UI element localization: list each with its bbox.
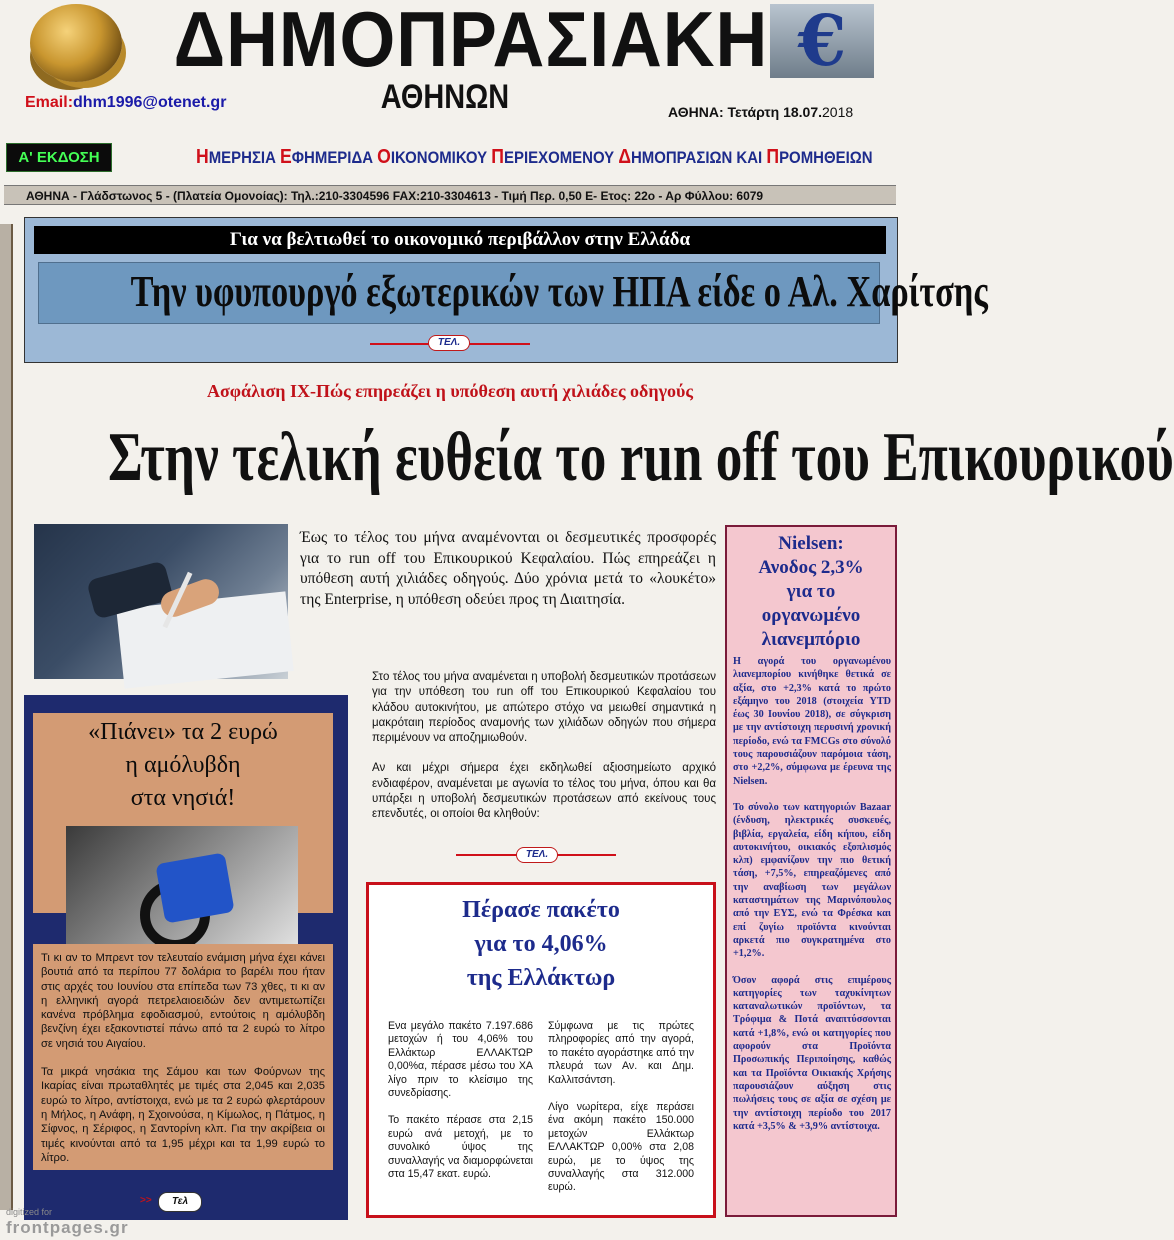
- paragraph: Τα μικρά νησάκια της Σάμου και των Φούρνων της Ικαρίας είναι πρωταθλητές με τιμές στα 2,045 και 2,035 ευρώ το λίτρο, αντίστοιχα, ενώ με τα 2 ευρώ φλερτάρουν η Μήλος, η Ανάφη, η Σχοινούσα, η Κίμωλος, η Πάτμος, η Σίφνος, η Σέριφος, η Σαντορίνη κλπ. Για την ακρίβεια οι τιμές κινούνται από τα 1,95 μέχρι και τα 1,99 ευρώ το λίτρο.: [41, 1066, 325, 1164]
- fuel-story-body: [33, 944, 333, 1170]
- paragraph: Το σύνολο των κατηγοριών Bazaar (ένδυση, ηλεκτρικές συσκευές, βιβλία, εργαλεία, είδη κήπου, είδη αυτοκινήτου, οικιακός εξοπλισμός κλπ) εμφανίζουν την πιο θετική τάση, +7,5%, επηρεαζόμενες από την αναβίωση των μεγάλων καταστημάτων της Μαρινόπουλος από την ΕΥΣ, ενώ τα Φρέσκα και επί ζυγίω προϊόντα κινούνται αρκετά πιο συγκρατημένα στο +1,2%.: [733, 801, 891, 960]
- email-label: Email:: [25, 94, 74, 111]
- publisher-info-bar: ΑΘΗΝΑ - Γλάδστωνος 5 - (Πλατεία Ομονοίας): Τηλ.:210-3304596 FAX:210-3304613 - Τιμή Περ. 0,50 Ε- Ετος: 22ο - Αρ Φύλλου: 6079: [4, 185, 896, 205]
- digitized-note: digitized for: [6, 1207, 53, 1217]
- headline-line: για το: [786, 581, 836, 602]
- motto-word: ΗΜΟΠΡΑΣΙΩΝ ΚΑΙ: [630, 148, 767, 167]
- main-story-body: [372, 670, 716, 838]
- motto-word: ΜΕΡΗΣΙΑ: [208, 148, 281, 167]
- nielsen-body: [733, 655, 891, 1146]
- top-story-headline[interactable]: Την υφυπουργό εξωτερικών των ΗΠΑ είδε ο Αλ. Χαρίτσης: [130, 267, 988, 316]
- top-story-kicker: Για να βελτιωθεί το οικονομικό περιβάλλον στην Ελλάδα: [34, 226, 886, 254]
- paragraph: Τι κι αν το Μπρεντ τον τελευταίο ενάμιση μήνα έχει κάνει βουτιά από τα περίπου 77 δολάρια το βαρέλι που ήταν στις αρχές του Ιουνίου στα επίπεδα των 73 χθες, τι κι αν η ελληνική αγορά πετρελαιοειδών δεν αντιμετωπίζει κανένα πρόβλημα εφοδιασμού, εντούτοις η αμόλυβδη βενζίνη έχει εξακοντιστεί πάνω από τα 2 ευρώ το λίτρο σε νησιά του Αιγαίου.: [41, 952, 325, 1050]
- motto-word: ΕΡΙΕΧΟΜΕΝΟΥ: [504, 148, 619, 167]
- motto-initial: Π: [491, 146, 505, 168]
- euro-icon: €: [797, 0, 847, 82]
- issue-date: [668, 104, 853, 120]
- fuel-nozzle-shape: [155, 852, 234, 923]
- newspaper-title: ΔΗΜΟΠΡΑΣΙΑΚΗ: [173, 0, 769, 83]
- motto-word: ΡΟΜΗΘΕΙΩΝ: [779, 148, 873, 167]
- motto-initial: Ο: [377, 146, 391, 168]
- motto-initial: Π: [766, 146, 780, 168]
- page-edge-bar: [0, 224, 13, 1210]
- headline-line: της Ελλάκτωρ: [466, 965, 616, 991]
- ellaktor-column-2: [548, 1020, 694, 1209]
- main-story-end-marker: ΤΕΛ.: [516, 847, 558, 863]
- motto-word: ΙΚΟΝΟΜΙΚΟΥ: [390, 148, 492, 167]
- headline-line: η αμόλυβδη: [125, 752, 241, 778]
- top-story-end-marker: ΤΕΛ.: [428, 335, 470, 351]
- nielsen-headline[interactable]: [725, 532, 897, 652]
- motto-word: ΦΗΜΕΡΙΔΑ: [291, 148, 378, 167]
- fuel-story-headline[interactable]: [33, 716, 333, 815]
- headline-line: Πέρασε πακέτο: [462, 897, 620, 923]
- paragraph: Σύμφωνα με τις πρώτες πληροφορίες από την αγορά, το πακέτο αγοράστηκε από την πλευρά των Αν. και Δημ. Καλλιτσάντση.: [548, 1020, 694, 1086]
- main-story-lead: Έως το τέλος του μήνα αναμένονται οι δεσμευτικές προσφορές για το run off του Επικουρικού Κεφαλαίου. Πώς επηρεάζει η υπόθεση αυτή χιλιάδες οδηγούς. Δύο χρόνια μετά το «λουκέτο» της Enterprise, η υπόθεση οδεύει προς τη Διαιτησία.: [300, 529, 716, 608]
- paragraph: Στο τέλος του μήνα αναμένεται η υποβολή δεσμευτικών προτάσεων για την υπόθεση του run off του Επικουρικού Κεφαλαίου του κλάδου αυτοκινήτου, με απώτερο στόχο να μειωθεί σημαντικά η μακρόταιη περίοδος αναμονής των χιλιάδων οδηγών που σήμερα περιμένουν να αποζημιωθούν.: [372, 671, 716, 745]
- paragraph: Η αγορά του οργανωμένου λιανεμπορίου κινήθηκε θετικά σε αξία, στο +2,3% κατά το πρώτο εξάμηνο του 2018 (στοιχεία YTD έως 30 Ιουνίου 2018), σε σύγκριση με την αντίστοιχη περυσινή χρονική περίοδο, ενώ τα FMCGs στο σύνολό τους παρουσιάζουν παρόμοια τάση, στο +2,2%, σύμφωνα με έρευνα της Nielsen.: [733, 656, 891, 787]
- paragraph: Το πακέτο πέρασε στα 2,15 ευρώ ανά μετοχή, με το συνολικό ύψος της συναλλαγής να διαμορφώνεται στα 15,47 εκατ. ευρώ.: [388, 1114, 533, 1181]
- issue-date-year: 2018: [822, 104, 854, 120]
- headline-line: Nielsen:: [778, 533, 844, 554]
- ellaktor-headline[interactable]: [366, 893, 716, 995]
- headline-line: για το 4,06%: [474, 931, 608, 957]
- source-watermark: frontpages.gr: [6, 1218, 129, 1237]
- ellaktor-column-1: [388, 1020, 533, 1195]
- paragraph: Ενα μεγάλο πακέτο 7.197.686 μετοχών ή του 4,06% του Ελλάκτωρ ΕΛΛΑΚΤΩΡ 0,00%α, πέρασε μέσω του ΧΑ λίγο πριν το κλείσιμο της συνεδρίασης.: [388, 1020, 533, 1100]
- paragraph: Αν και μέχρι σήμερα έχει εκδηλωθεί αξιοσημείωτο αρχικό ενδιαφέρον, αναμένεται με αγωνία το τέλος του μήνα, όπου και θα υπάρξει η υποβολή δεσμευτικών προτάσεων από εκείνους τους επενδυτές, οι οποίοι θα κληθούν:: [372, 762, 716, 821]
- headline-line: οργανωμένο: [761, 605, 861, 626]
- motto-initial: Δ: [618, 146, 631, 168]
- motto-initial: Η: [196, 146, 209, 168]
- gold-coins-image: [30, 4, 122, 82]
- email-line: [25, 94, 226, 112]
- fuel-story-end-marker: Τελ: [158, 1192, 202, 1212]
- newspaper-subtitle: ΑΘΗΝΩΝ: [380, 78, 510, 116]
- headline-line: «Πιάνει» τα 2 ευρώ: [88, 719, 278, 745]
- main-story-kicker: Ασφάλιση ΙΧ-Πώς επηρεάζει η υπόθεση αυτή χιλιάδες οδηγούς: [207, 381, 693, 401]
- headline-line: λιανεμπόριο: [761, 629, 861, 650]
- headline-line: Ανοδος 2,3%: [758, 557, 864, 578]
- newspaper-motto: [196, 146, 873, 169]
- main-story-headline[interactable]: Στην τελική ευθεία το run off του Επικουρικού: [108, 419, 1174, 496]
- edition-badge: Α' ΕΚΔΟΣΗ: [6, 143, 112, 172]
- headline-line: στα νησιά!: [130, 785, 236, 811]
- motto-initial: Ε: [280, 146, 292, 168]
- more-arrows: >>: [140, 1195, 152, 1206]
- email-link[interactable]: dhm1996@otenet.gr: [73, 94, 227, 111]
- issue-date-prefix: ΑΘΗΝΑ: Τετάρτη 18.07.: [668, 104, 823, 120]
- paragraph: Λίγο νωρίτερα, είχε περάσει ένα ακόμη πακέτο 150.000 μετοχών Ελλάκτωρ ΕΛΛΑΚΤΩΡ 0,00% στα 2,08 ευρώ, με το ύψος της συναλλαγής στα 312.000 ευρώ.: [548, 1101, 694, 1194]
- paragraph: Όσον αφορά στις επιμέρους κατηγορίες των ταχυκίνητων καταναλωτικών προϊόντων, τα Τρόφιμα & Ποτά αναπτύσσονται κατά +1,8%, ενώ οι κατηγορίες που αφορούν στα Προϊόντα Προσωπικής Περιποίησης, καθώς και τα Προϊόντα Οικιακής Χρήσης παρουσιάζουν αύξηση στις πωλήσεις τους σε αξία σε σχέση με την αντίστοιχη περίοδο του 2017 κατά +3,5% & +3,9% αντίστοιχα.: [733, 974, 891, 1132]
- euro-sculpture-image: [770, 0, 874, 82]
